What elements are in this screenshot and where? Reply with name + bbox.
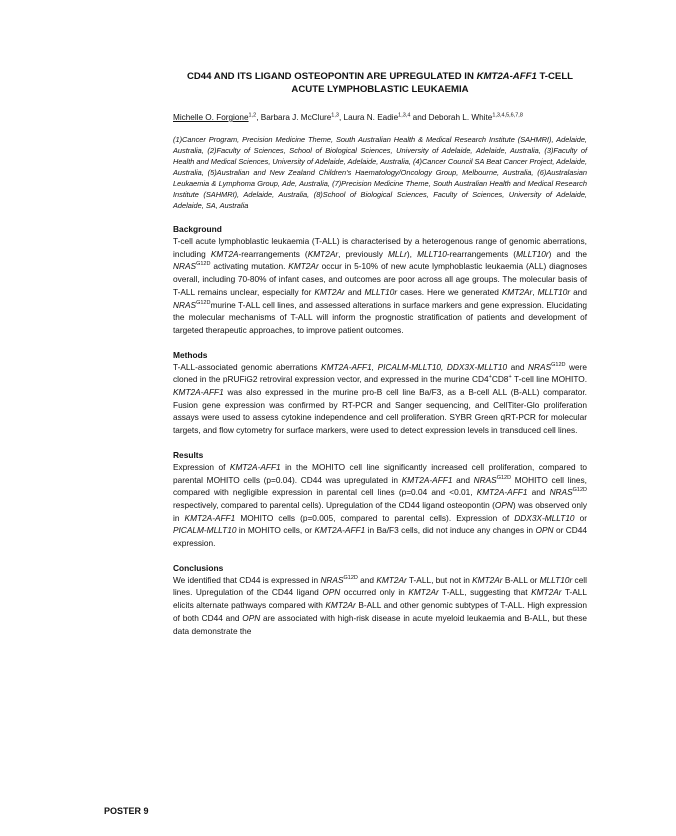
text-run: cell lines. Upregulation of the CD44 ligand	[173, 574, 587, 598]
conclusions-section	[173, 562, 587, 638]
abstract-page	[173, 70, 587, 637]
text-run: B-ALL or	[502, 574, 540, 585]
text-run: and	[527, 487, 550, 498]
title-line-2: ACUTE LYMPHOBLASTIC LEUKAEMIA	[291, 84, 469, 95]
conclusions-body	[173, 574, 587, 638]
text-run: were cloned in the pRUFiG2 retroviral expression vector, and expressed in the murine CD4	[173, 361, 587, 385]
text-run: ) was observed only in	[173, 499, 587, 523]
text-run: We identified that CD44 is expressed in	[173, 574, 321, 585]
text-run: T-cell acute lymphoblastic leukaemia (T-ALL) is characterised by a heterogenous range of genomic aberrations, including	[173, 236, 587, 259]
text-run: T-ALL elicits alternate pathways compared with	[173, 587, 587, 611]
title-line-1	[173, 70, 587, 83]
text-run: or	[574, 512, 587, 523]
text-run: in the MOHITO cell line significantly increased cell proliferation, compared to parental MOHITO cells (p=0.04). CD44 was upregulated in	[173, 461, 588, 485]
background-section	[173, 223, 587, 337]
superscript-run: G12D	[343, 575, 358, 581]
title-gene: KMT2A-AFF1	[476, 71, 537, 82]
text-run: ),	[406, 248, 418, 259]
abstract-title	[173, 70, 587, 96]
italic-run: KMT2Ar	[314, 286, 345, 297]
superscript-run: +	[508, 374, 512, 381]
italic-run: KMT2Ar	[288, 261, 319, 272]
results-section	[173, 449, 587, 550]
italic-run: MLLT10r	[364, 286, 398, 297]
superscript-run: +	[488, 374, 492, 381]
italic-run: KMT2Ar	[472, 574, 503, 585]
text-run: occur in 5-10% of new acute lymphoblastic leukaemia (ALL) diagnoses overall, including 70-80% of infant cases, and outcomes are poor across all age groups. The molecular basis of T-ALL remains unclear, especially for	[173, 261, 587, 297]
italic-run: OPN	[322, 587, 341, 598]
text-run: T-ALL-associated genomic aberrations	[173, 361, 322, 372]
italic-run: OPN	[535, 525, 554, 536]
author-list: Michelle O. Forgione$^{1,2}$, Barbara J. McClure$^{1,3}$, Laura N. Eadie$^{1,3,4}$ and Deborah L. White$^{1,3,4,5,6,7,8}$	[173, 112, 523, 122]
text-run: MOHITO cells (p=0.005, compared to parental cells). Expression of	[235, 512, 515, 523]
italic-run: OPN	[242, 612, 261, 623]
superscript-run: G12D	[572, 487, 587, 494]
text-run: ,	[532, 286, 538, 297]
affiliations: (1)Cancer Program, Precision Medicine Theme, South Australian Health & Medical Research Institute (SAHMRI), Adelaide, Australia, (2)Faculty of Sciences, School of Biological Sciences, University of Adelaide, Adelaide, Australia, (3)Faculty of Health and Medical Sciences, University of Adelaide, Adelaide, Australia, (4)Cancer Council SA Beat Cancer Project, Adelaide, Australia, (5)Australian and New Zealand Children's Haematology/Oncology Group, Melbourne, Australia, (6)Australasian Leukaemia & Lymphoma Group, Ade, Australia, (7)Precision Medicine Theme, South Australian Health and Medical Research Institute (SAHMRI), Adelaide, Australia, (8)School of Biological Sciences, Faculty of Sciences, University of Adelaide, Adelaide, SA, Australia	[173, 135, 587, 210]
superscript-run: G12D	[196, 261, 211, 268]
author-affiliation-marks: 1,3,4	[398, 112, 411, 119]
italic-run: KMT2A-AFF1	[476, 487, 528, 498]
methods-heading: Methods	[173, 349, 208, 360]
italic-run: MLLT10r	[537, 286, 571, 297]
text-run: -rearrangements (	[446, 248, 517, 259]
text-run: was also expressed in the murine pro-B cell line Ba/F3, as a B-cell ALL (B-ALL) comparator. Fusion gene expression was confirmed by RT-PCR and Sanger sequencing, and CellTiter-Glo proliferation assays were used to assess cytokine independence and cell proliferation. SYBR Green qRT-PCR for molecular targets, and flow cytometry for surface markers, were used to detect expression levels in transduced cell lines.	[173, 387, 587, 436]
text-run: and	[452, 474, 474, 485]
text-run: -rearrangements (	[238, 248, 308, 259]
author-name: Barbara J. McClure	[260, 113, 332, 122]
text-run: and	[344, 286, 365, 297]
italic-run: MLLT10	[417, 248, 447, 259]
text-run: Expression of	[173, 461, 230, 472]
italic-run: KMT2A-AFF1	[314, 525, 366, 536]
poster-label: POSTER 9	[104, 806, 149, 816]
results-heading: Results	[173, 449, 204, 460]
text-run: T-cell line MOHITO.	[511, 374, 588, 385]
italic-run: KMT2A-AFF1	[184, 512, 236, 523]
text-run: MOHITO cell lines, compared with negligible expression in parental cell lines (p=0.04 and <0.01,	[173, 474, 587, 498]
author-name: Michelle O. Forgione	[173, 113, 249, 122]
italic-run: MLLT10r	[516, 248, 549, 259]
text-run: in MOHITO cells, or	[236, 525, 315, 536]
italic-run: KMT2A-AFF1	[401, 474, 453, 485]
author-affiliation-marks: 1,2	[248, 112, 257, 119]
italic-run: KMT2Ar	[408, 587, 439, 598]
text-run: and	[507, 361, 529, 372]
author-affiliation-marks: 1,3,4,5,6,7,8	[492, 112, 523, 119]
text-run: cases. Here we generated	[397, 286, 502, 297]
italic-run: NRAS	[473, 474, 497, 485]
title-line-1-text: CD44 AND ITS LIGAND OSTEOPONTIN ARE UPREGULATED IN	[186, 71, 477, 82]
italic-run: KMT2Ar	[376, 574, 407, 585]
text-run: T-ALL, but not in	[406, 574, 473, 585]
superscript-run: G12D	[551, 361, 566, 368]
italic-run: KMT2Ar	[531, 587, 562, 598]
text-run: murine T-ALL cell lines, and assessed alterations in surface markers and gene expression. Elucidating the molecular mechanisms of T-ALL will inform the prognostic stratification of patients and development of targeted therapeutic approaches, to improve patient outcomes.	[173, 299, 587, 335]
author-name: Deborah L. White	[428, 113, 493, 122]
author-affiliation-marks: 1,3	[331, 112, 339, 119]
italic-run: KMT2Ar	[501, 286, 533, 297]
italic-run: MLLT10r	[539, 574, 573, 585]
background-body	[173, 235, 587, 337]
background-heading: Background	[173, 224, 222, 234]
italic-run: OPN	[494, 499, 513, 510]
text-run: in Ba/F3 cells, did not induce any changes in	[365, 525, 536, 536]
italic-run: NRAS	[549, 487, 573, 498]
italic-run: KMT2A-AFF1, PICALM-MLLT10, DDX3X-MLLT10	[321, 361, 508, 372]
italic-run: KMT2A-AFF1	[229, 461, 281, 472]
superscript-run: G12D	[496, 474, 512, 481]
italic-run: NRAS	[173, 299, 197, 310]
italic-run: KMT2Ar	[307, 248, 339, 259]
author-name: Laura N. Eadie	[343, 113, 399, 122]
italic-run: KMT2A-AFF1	[173, 387, 224, 398]
text-run: occurred only in	[340, 587, 409, 598]
methods-section	[173, 349, 587, 437]
italic-run: NRAS	[320, 574, 344, 585]
text-run: and	[570, 286, 587, 297]
conclusions-heading: Conclusions	[173, 562, 224, 573]
italic-run: NRAS	[528, 361, 552, 372]
text-run: , previously	[338, 248, 388, 259]
italic-run: MLLr	[387, 248, 407, 259]
results-body	[173, 461, 587, 550]
title-line-1-end: T-CELL	[536, 71, 574, 82]
text-run: T-ALL, suggesting that	[438, 587, 532, 598]
italic-run: NRAS	[173, 261, 197, 272]
text-run: respectively, compared to parental cells). Upregulation of the CD44 ligand osteopontin (	[173, 499, 495, 510]
text-run: ) and the	[548, 248, 587, 259]
text-run: B-ALL and other genomic subtypes of T-ALL. High expression of both CD44 and	[173, 600, 588, 623]
text-run: activating mutation.	[210, 261, 289, 272]
superscript-run: G12D	[196, 299, 211, 306]
methods-body	[173, 361, 587, 437]
italic-run: KMT2Ar	[325, 600, 356, 611]
text-run: CD8	[491, 374, 509, 385]
italic-run: KMT2A	[210, 248, 239, 259]
italic-run: PICALM-MLLT10	[173, 525, 237, 536]
text-run: and	[357, 574, 377, 585]
text-run: are associated with high-risk disease in acute myeloid leukaemia and B-ALL, but these data demonstrate the	[173, 612, 588, 636]
italic-run: DDX3X-MLLT10	[514, 512, 575, 523]
text-run: or CD44 expression.	[173, 525, 587, 549]
